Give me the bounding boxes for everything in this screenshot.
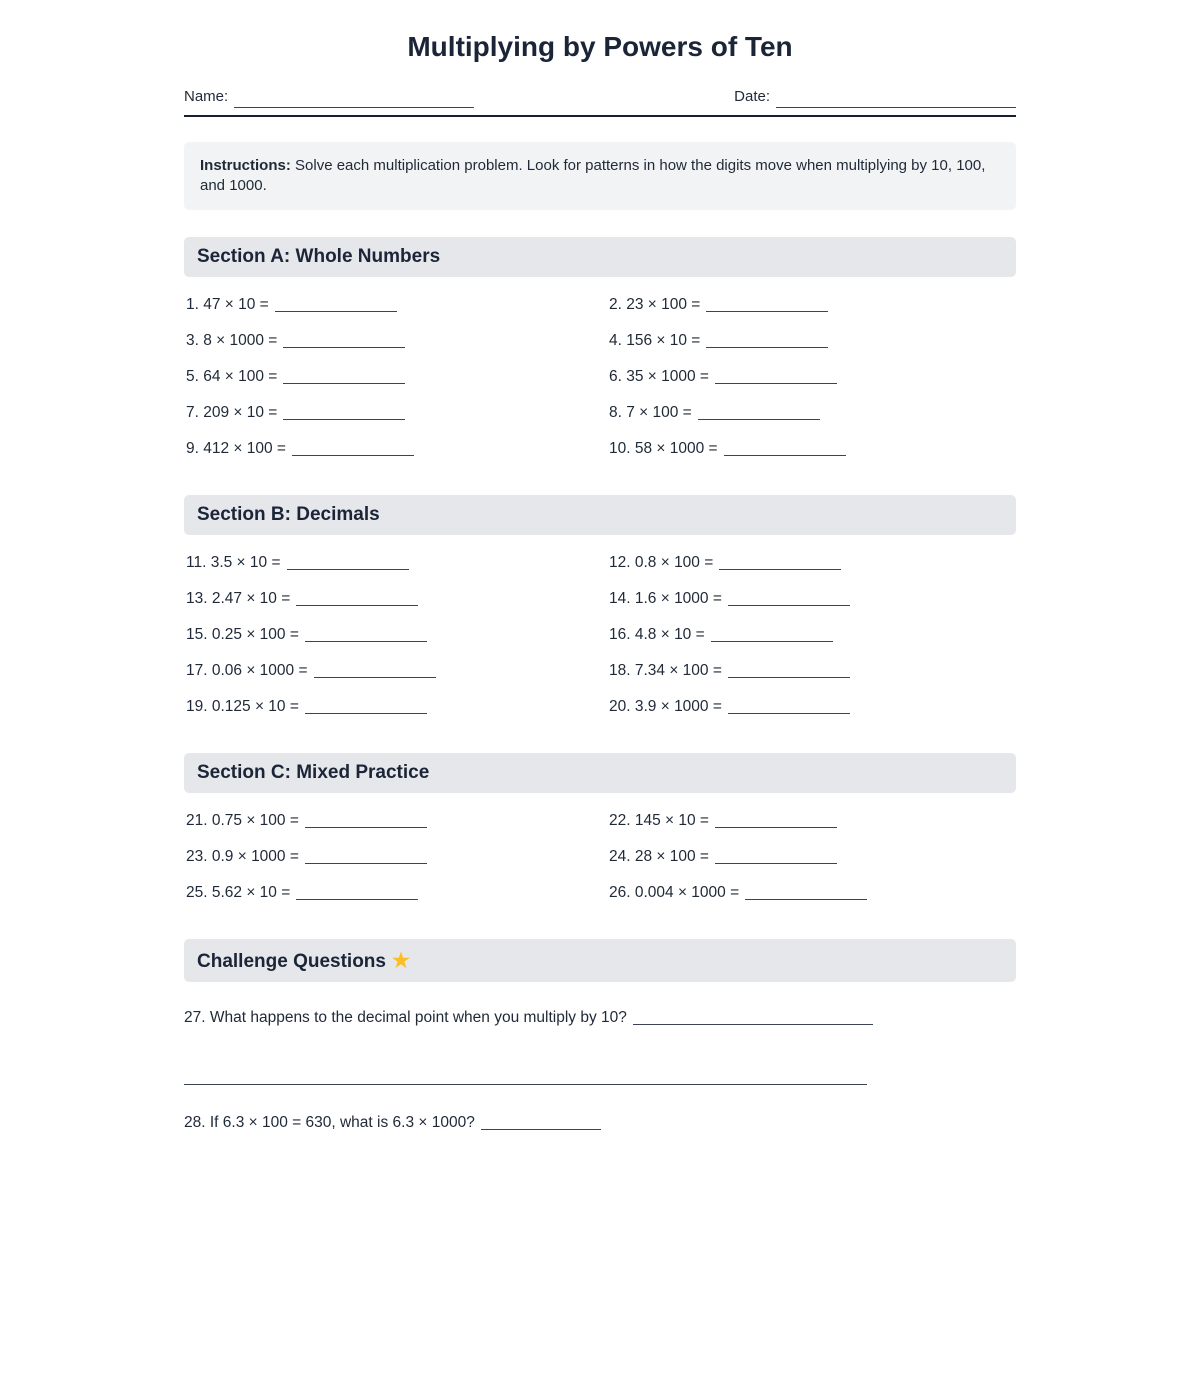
answer-blank[interactable] (728, 663, 850, 678)
challenge-header (184, 939, 1016, 982)
answer-blank[interactable] (296, 591, 418, 606)
question-27: 27. What happens to the decimal point when you multiply by 10? (184, 1007, 1016, 1029)
answer-blank[interactable] (314, 663, 436, 678)
answer-blank[interactable] (292, 441, 414, 456)
problem-1: 1. 47 × 10 = (186, 294, 593, 316)
answer-blank[interactable] (296, 885, 418, 900)
challenge-title: Challenge Questions (197, 951, 386, 972)
problem-6: 6. 35 × 1000 = (609, 366, 1016, 388)
answer-blank[interactable] (745, 885, 867, 900)
name-field-group (184, 88, 474, 105)
name-blank-line[interactable] (234, 93, 474, 108)
problem-2: 2. 23 × 100 = (609, 294, 1016, 316)
problem-9: 9. 412 × 100 = (186, 438, 593, 460)
problem-23: 23. 0.9 × 1000 = (186, 846, 593, 868)
answer-blank[interactable] (719, 555, 841, 570)
section-b-problems (184, 535, 1016, 726)
section-a-problems (184, 277, 1016, 468)
answer-blank[interactable] (283, 333, 405, 348)
answer-blank[interactable] (305, 699, 427, 714)
page-title: Multiplying by Powers of Ten (407, 31, 793, 62)
problem-26: 26. 0.004 × 1000 = (609, 882, 1016, 904)
problem-4: 4. 156 × 10 = (609, 330, 1016, 352)
answer-blank[interactable] (706, 297, 828, 312)
problem-10: 10. 58 × 1000 = (609, 438, 1016, 460)
answer-blank[interactable] (706, 333, 828, 348)
problem-5: 5. 64 × 100 = (186, 366, 593, 388)
header-divider (184, 115, 1016, 117)
answer-blank[interactable] (715, 849, 837, 864)
section-c-problems (184, 793, 1016, 912)
answer-blank[interactable] (711, 627, 833, 642)
problem-21: 21. 0.75 × 100 = (186, 810, 593, 832)
answer-blank[interactable] (305, 627, 427, 642)
problem-7: 7. 209 × 10 = (186, 402, 593, 424)
problem-19: 19. 0.125 × 10 = (186, 696, 593, 718)
answer-blank[interactable] (283, 369, 405, 384)
question-28: 28. If 6.3 × 100 = 630, what is 6.3 × 1000? (184, 1112, 1016, 1134)
problem-14: 14. 1.6 × 1000 = (609, 588, 1016, 610)
answer-blank[interactable] (728, 699, 850, 714)
name-date-row (184, 88, 1016, 105)
glowing-star-icon: ★ (391, 950, 410, 972)
worksheet-page (184, 0, 1016, 1134)
instructions-box (184, 142, 1016, 210)
problem-11: 11. 3.5 × 10 = (186, 552, 593, 574)
answer-blank[interactable] (305, 849, 427, 864)
answer-blank[interactable] (287, 555, 409, 570)
section-c-header: Section C: Mixed Practice (184, 753, 1016, 793)
problem-8: 8. 7 × 100 = (609, 402, 1016, 424)
problem-15: 15. 0.25 × 100 = (186, 624, 593, 646)
problem-3: 3. 8 × 1000 = (186, 330, 593, 352)
answer-blank[interactable] (724, 441, 846, 456)
answer-blank[interactable] (305, 813, 427, 828)
instructions-label: Instructions: (200, 157, 291, 174)
answer-blank[interactable] (715, 813, 837, 828)
problem-18: 18. 7.34 × 100 = (609, 660, 1016, 682)
date-label: Date: (734, 88, 770, 105)
problem-24: 24. 28 × 100 = (609, 846, 1016, 868)
section-b-header: Section B: Decimals (184, 495, 1016, 535)
problem-25: 25. 5.62 × 10 = (186, 882, 593, 904)
answer-blank[interactable] (728, 591, 850, 606)
problem-12: 12. 0.8 × 100 = (609, 552, 1016, 574)
problem-20: 20. 3.9 × 1000 = (609, 696, 1016, 718)
answer-blank[interactable] (698, 405, 820, 420)
date-field-group (734, 88, 1016, 105)
problem-17: 17. 0.06 × 1000 = (186, 660, 593, 682)
answer-blank[interactable] (481, 1115, 601, 1130)
problem-13: 13. 2.47 × 10 = (186, 588, 593, 610)
problem-22: 22. 145 × 10 = (609, 810, 1016, 832)
answer-blank-continuation-line[interactable] (184, 1070, 867, 1085)
section-a-header: Section A: Whole Numbers (184, 237, 1016, 277)
answer-blank[interactable] (715, 369, 837, 384)
answer-blank[interactable] (633, 1010, 873, 1025)
name-label: Name: (184, 88, 229, 105)
instructions-text: Solve each multiplication problem. Look for patterns in how the digits move when multiplying by 10, 100, and 1000. (200, 157, 986, 194)
answer-blank[interactable] (275, 297, 397, 312)
date-blank-line[interactable] (776, 93, 1016, 108)
answer-blank[interactable] (283, 405, 405, 420)
problem-16: 16. 4.8 × 10 = (609, 624, 1016, 646)
